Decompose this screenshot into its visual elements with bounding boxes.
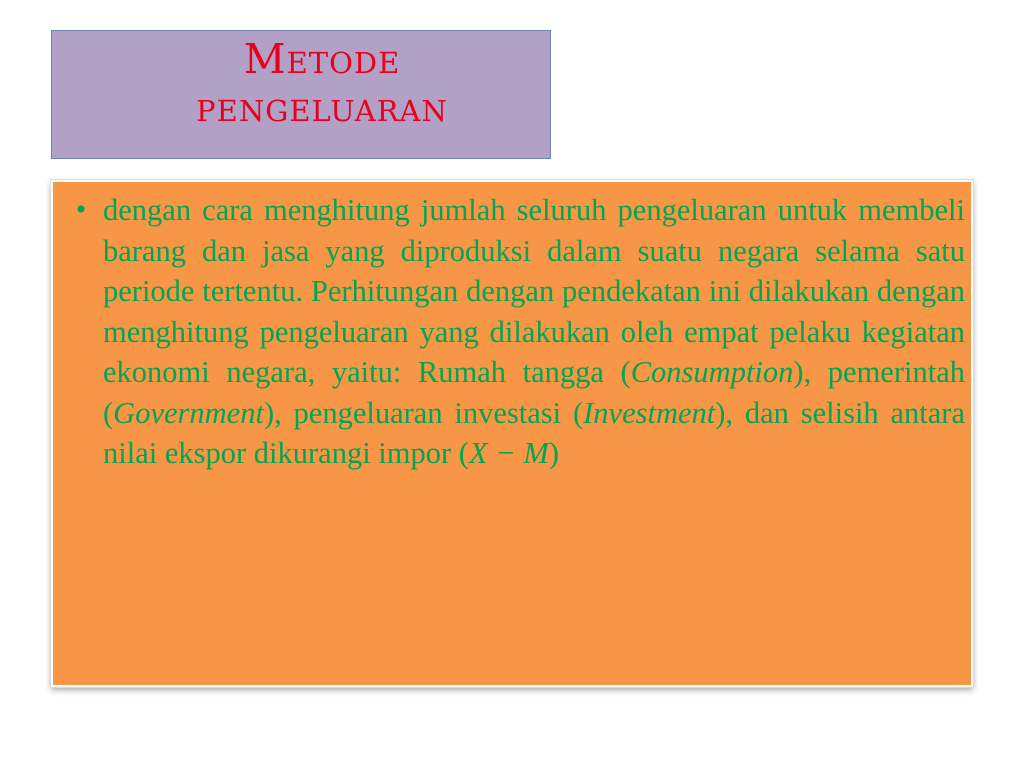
- bullet-text-part-5: ): [548, 436, 559, 470]
- term-x-minus-m: X − M: [468, 436, 549, 470]
- slide-title: [102, 35, 542, 131]
- bullet-marker: •: [75, 193, 87, 226]
- bullet-text: [103, 190, 965, 474]
- title-box: [51, 30, 551, 159]
- term-consumption: Consumption: [630, 355, 794, 389]
- term-government: Government: [113, 395, 264, 430]
- term-investment: Investment: [583, 395, 716, 430]
- content-box: [51, 180, 973, 687]
- bullet-text-part-4: ), dan selisih antara nilai ekspor dikurangi impor (: [103, 395, 965, 470]
- bullet-text-part-1: dengan cara menghitung jumlah seluruh pengeluaran untuk membeli barang dan jasa yang diproduksi dalam suatu negara selama satu periode tertentu. Perhitungan dengan pendekatan ini dilakukan dengan menghitung pengeluaran yang dilakukan oleh empat pelaku kegiatan ekonomi negara, yaitu: Rumah tangga (: [103, 193, 965, 389]
- bullet-item: [59, 190, 965, 474]
- bullet-text-part-2: ), pemerintah (: [103, 355, 965, 430]
- slide-title-line-1: Metode: [243, 35, 401, 83]
- slide-title-line-2: pengeluaran: [196, 83, 448, 131]
- bullet-text-part-3: ), pengeluaran investasi (: [263, 395, 584, 430]
